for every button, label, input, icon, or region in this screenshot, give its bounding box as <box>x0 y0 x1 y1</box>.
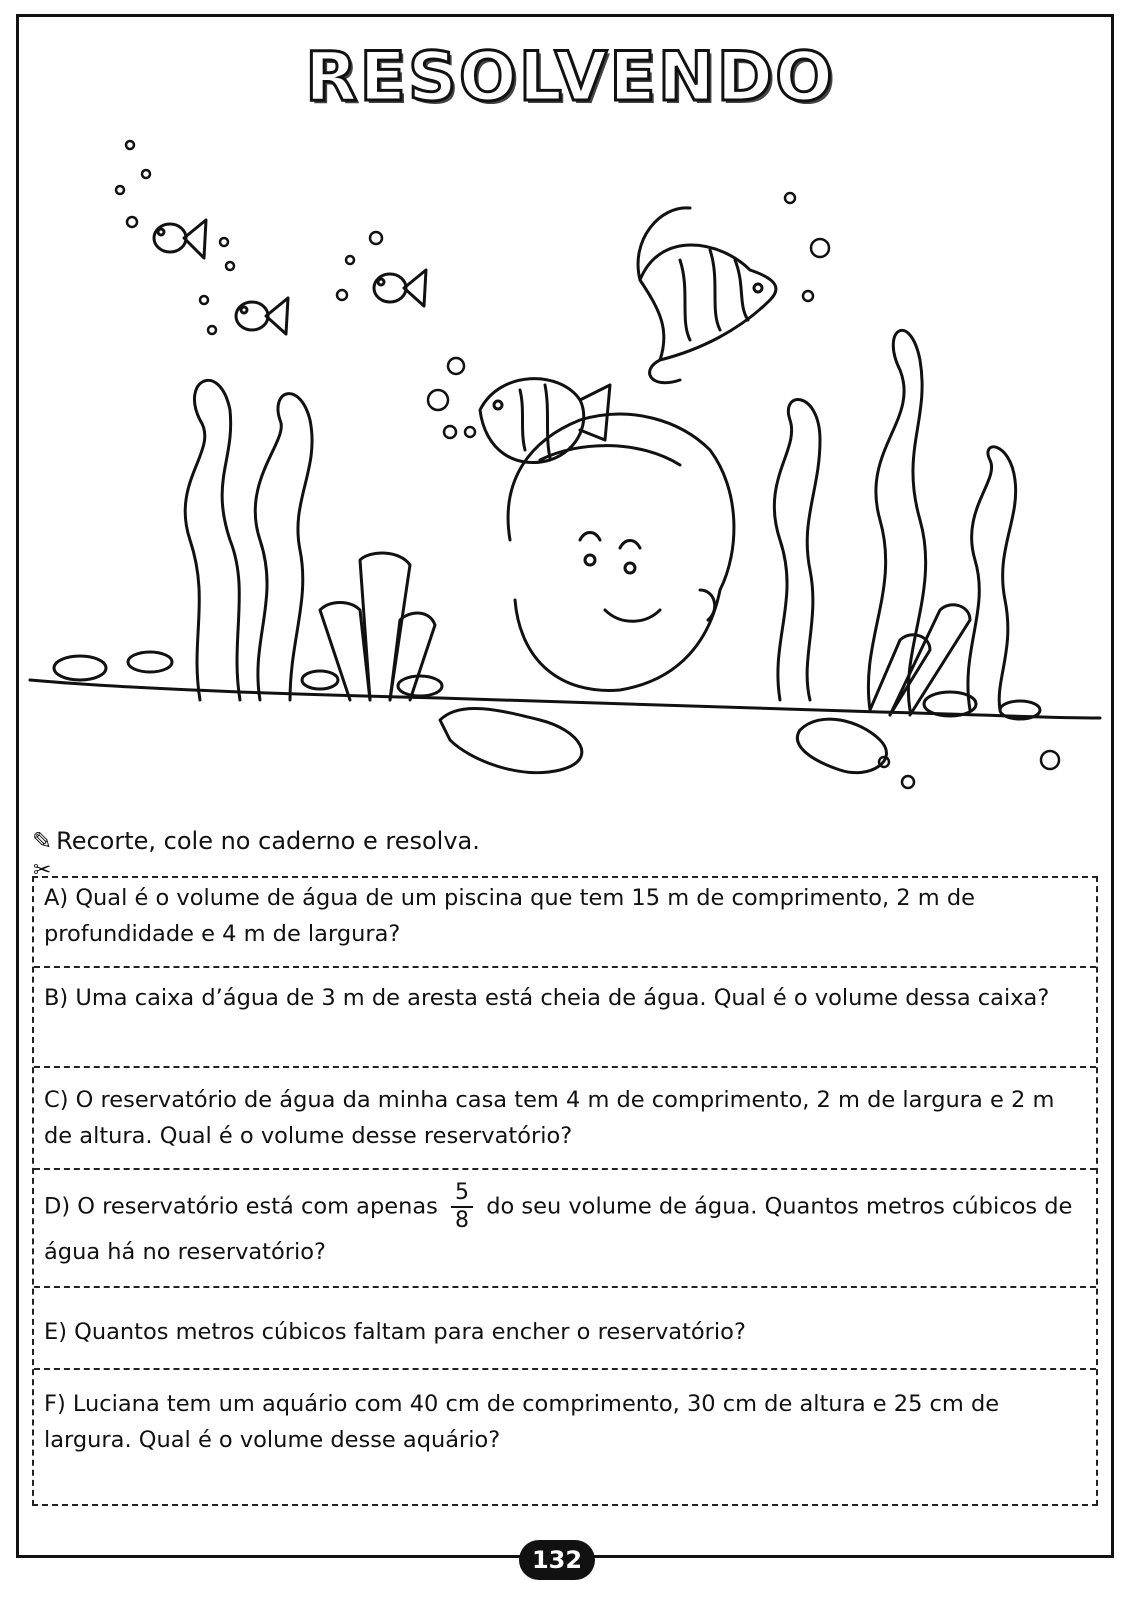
instruction-text: Recorte, cole no caderno e resolva. <box>56 827 480 855</box>
fraction-numerator: 5 <box>451 1180 473 1208</box>
cut-line <box>34 1168 1096 1170</box>
page-number: 132 <box>519 1540 595 1580</box>
question-d-start: D) O reservatório está com apenas <box>44 1193 438 1220</box>
underwater-illustration <box>20 120 1110 820</box>
cut-line <box>34 1066 1096 1068</box>
cut-line <box>34 1286 1096 1288</box>
question-e: E) Quantos metros cúbicos faltam para encher o reservatório? <box>44 1319 746 1345</box>
small-fish-icon <box>154 220 426 334</box>
seaweed-icon <box>185 330 1015 710</box>
question-b: B) Uma caixa d’água de 3 m de aresta está cheia de água. Qual é o volume dessa caixa? <box>44 985 1050 1011</box>
question-a: A) Qual é o volume de água de um piscina que tem 15 m de comprimento, 2 m de profundidade e 4 m de largura? <box>44 885 975 947</box>
questions-box <box>32 876 1098 1506</box>
scissors-icon: ✂ <box>33 858 52 883</box>
page-title <box>270 37 870 117</box>
cut-line <box>34 966 1096 968</box>
question-f: F) Luciana tem um aquário com 40 cm de comprimento, 30 cm de altura e 25 cm de largura. Qual é o volume desse aquário? <box>44 1391 1000 1453</box>
question-c: C) O reservatório de água da minha casa tem 4 m de comprimento, 2 m de largura e 2 m de altura. Qual é o volume desse reservatório? <box>44 1087 1055 1149</box>
fraction <box>451 1180 473 1234</box>
girl-face-icon <box>508 414 734 690</box>
cut-line <box>34 1368 1096 1370</box>
angelfish-icon <box>638 208 776 383</box>
pencil-icon: ✎ <box>32 827 53 855</box>
question-d-end: do seu volume de água. Quantos metros cúbicos de água há no reservatório? <box>44 1193 1073 1265</box>
title-text: RESOLVENDO <box>305 37 835 117</box>
instruction <box>32 827 480 855</box>
coral-icon <box>320 553 970 715</box>
scaled-fish-icon <box>480 379 610 463</box>
fraction-denominator: 8 <box>455 1208 470 1233</box>
question-d <box>34 1180 1096 1270</box>
